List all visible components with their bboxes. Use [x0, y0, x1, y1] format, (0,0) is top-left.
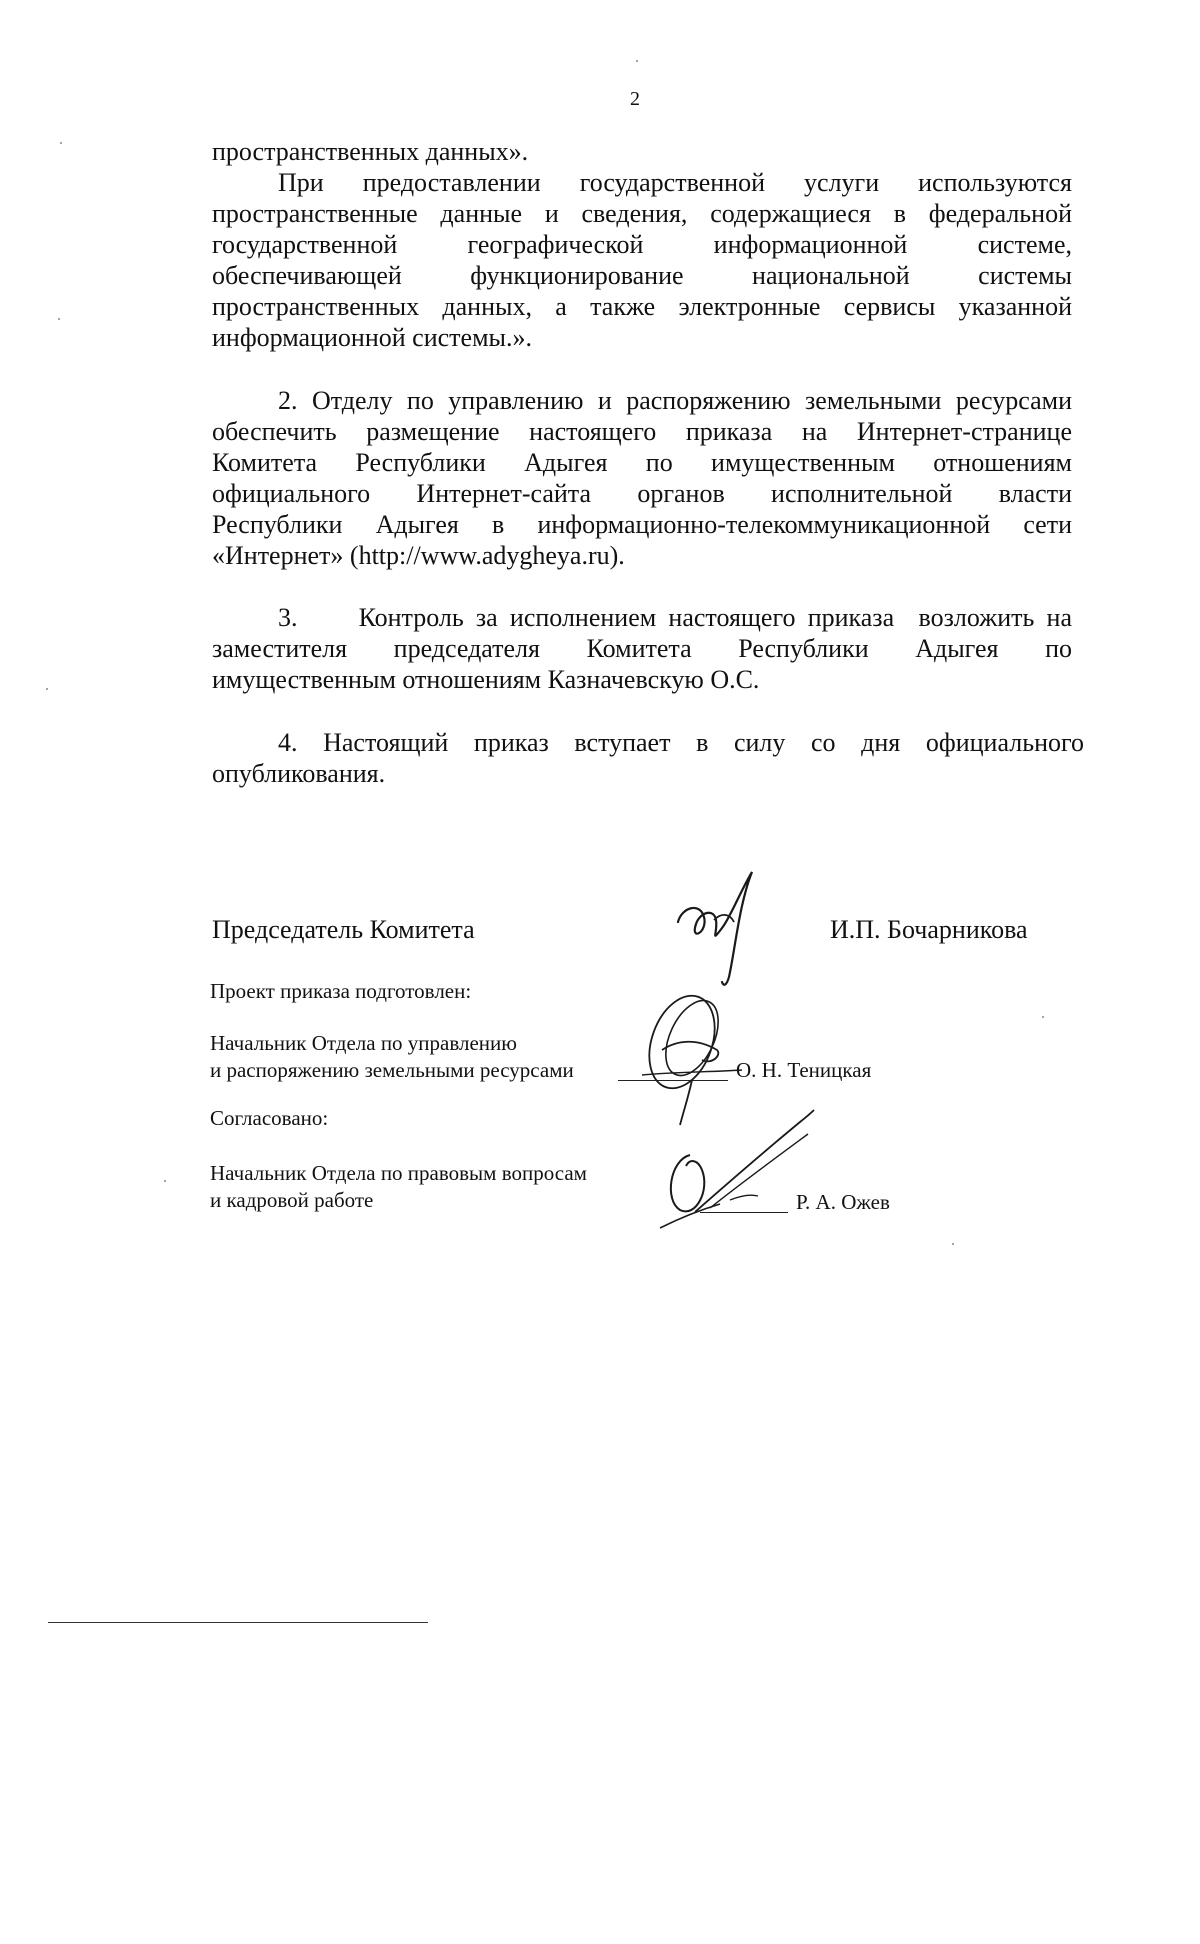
legal-dept-head-title-line2: и кадровой работе: [210, 1188, 374, 1212]
paragraph-item-4: [212, 727, 1084, 789]
agreed-label: Согласовано:: [210, 1106, 329, 1130]
text-line: Республики Адыгея в информационно-телекоммуникационной сети: [212, 510, 1072, 539]
text-line: 2. Отделу по управлению и распоряжению земельными ресурсами: [278, 386, 1072, 415]
legal-dept-head-title-line1: Начальник Отдела по правовым вопросам: [210, 1161, 587, 1185]
scan-speck: [636, 60, 638, 62]
text-line: заместителя председателя Комитета Республики Адыгея по: [212, 634, 1072, 663]
scan-speck: [1042, 1016, 1044, 1018]
chairman-name: И.П. Бочарникова: [830, 915, 1028, 944]
legal-dept-head-signature: [650, 1100, 850, 1240]
text-line: информационной системы.».: [212, 323, 532, 352]
scan-speck: [46, 688, 48, 690]
page-number: 2: [630, 88, 640, 110]
text-line: обеспечить размещение настоящего приказа на Интернет-странице: [212, 417, 1072, 446]
text-line: обеспечивающей функционирование национальной системы: [212, 261, 1072, 290]
land-dept-head-name: О. Н. Теницкая: [736, 1058, 872, 1082]
chairman-signature: [670, 862, 780, 992]
paragraph-spatial-data: [212, 167, 1072, 353]
text-line: пространственных данных».: [212, 137, 529, 166]
paragraph-continuation: [212, 136, 1072, 167]
scan-speck: [164, 1180, 166, 1182]
text-line: При предоставлении государственной услуги используются: [278, 168, 1072, 197]
text-line: государственной географической информационной системе,: [212, 230, 1072, 259]
text-line: «Интернет» (http://www.adygheya.ru).: [212, 541, 625, 570]
text-line: имущественным отношениям Казначевскую О.С.: [212, 665, 760, 694]
text-line: пространственные данные и сведения, содержащиеся в федеральной: [212, 199, 1072, 228]
paragraph-item-2: [212, 385, 1072, 571]
footnote-separator: [48, 1622, 428, 1623]
chairman-title: Председатель Комитета: [212, 915, 475, 944]
text-line: официального Интернет-сайта органов исполнительной власти: [212, 479, 1072, 508]
scan-speck: [60, 142, 62, 144]
paragraph-item-3: [212, 602, 1072, 695]
land-dept-head-title-line2: и распоряжению земельными ресурсами: [210, 1058, 574, 1082]
scan-speck: [58, 318, 60, 320]
legal-dept-head-name: Р. А. Ожев: [796, 1190, 890, 1214]
prepared-label: Проект приказа подготовлен:: [210, 979, 472, 1003]
text-line: пространственных данных, а также электронные сервисы указанной: [212, 292, 1072, 321]
text-line: опубликования.: [212, 759, 386, 788]
scan-speck: [952, 1243, 954, 1245]
land-dept-head-title-line1: Начальник Отдела по управлению: [210, 1031, 517, 1055]
text-line: 4. Настоящий приказ вступает в силу со дня официального: [278, 728, 1084, 757]
text-line: 3. Контроль за исполнением настоящего приказа возложить на: [278, 603, 1072, 632]
text-line: Комитета Республики Адыгея по имущественным отношениям: [212, 448, 1072, 477]
